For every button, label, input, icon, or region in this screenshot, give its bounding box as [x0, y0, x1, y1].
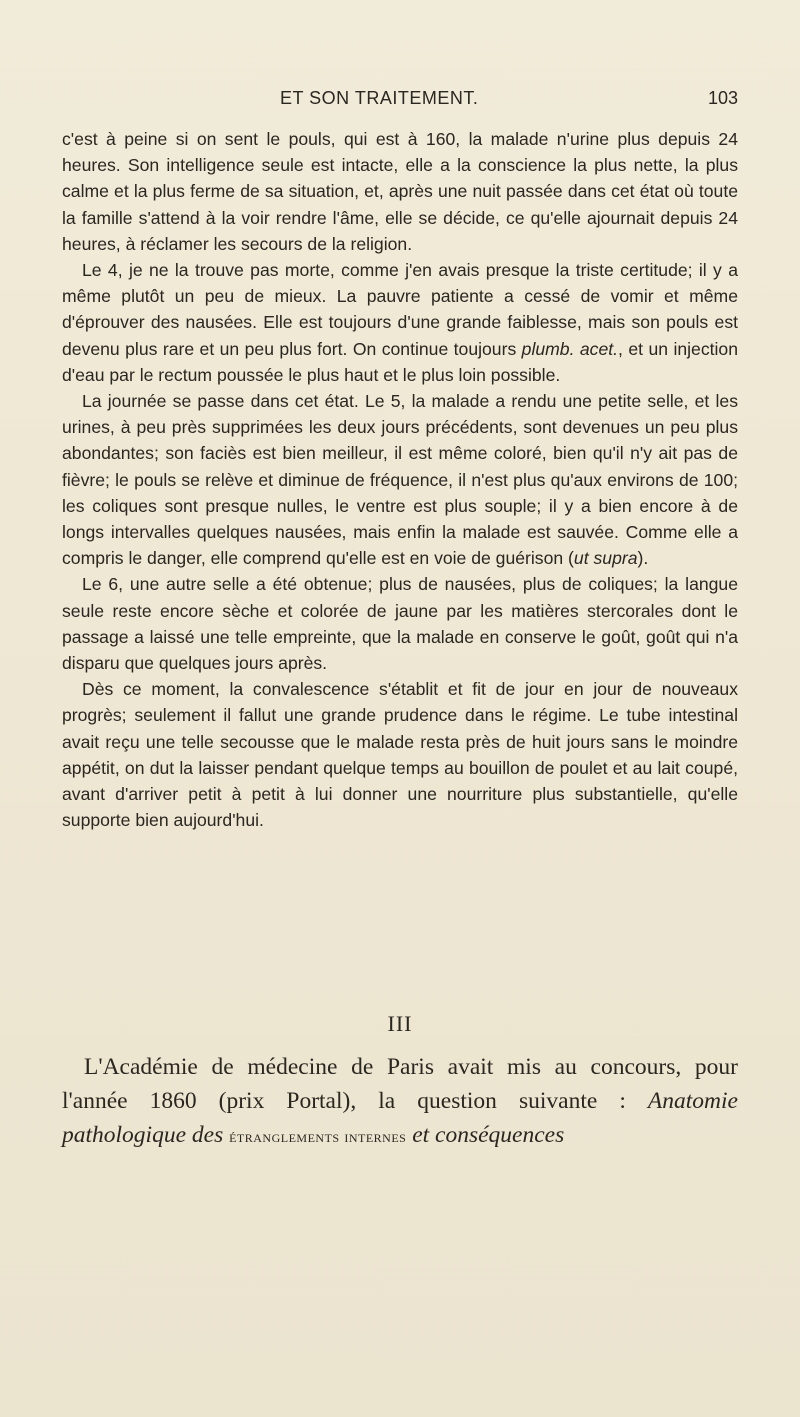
paragraph-2-italic: plumb. acet. [521, 338, 619, 359]
section-italic-2: et conséquences [412, 1122, 565, 1148]
paragraph-5: Dès ce moment, la convalescence s'établit et fit de jour en jour de nouveaux progrès; seulement il fallut une grande prudence dans le régime. Le tube intestinal avait reçu une telle secousse que le malade resta près de huit jours sans le moindre appétit, on dut la laisser pendant quelque temps au bouillon de poulet et au lait coupé, avant d'arriver petit à petit à lui donner une nourriture plus substantielle, qu'elle supporte bien aujourd'hui. [62, 679, 738, 831]
page-number: 103 [707, 88, 738, 108]
paragraph-2-text-a: Le 4, je ne la trouve pas morte, comme j'en avais presque la triste certitude; il y a même plutôt un peu de mieux. La pauvre patiente a cessé de vomir et même d'éprouver des nausées. Elle est toujours d'une grande faiblesse, mais son pouls est devenu plus rare et un peu plus fort. On continue toujours [62, 260, 738, 359]
paragraph-3 [62, 388, 738, 571]
paragraph-3-text-a: La journée se passe dans cet état. Le 5, la malade a rendu une petite selle, et les urines, à peu près supprimées les deux jours précédents, sont devenues un peu plus abondantes; son faciès est bien meilleur, il est même coloré, bien qu'il n'y ait pas de fièvre; le pouls se relève et diminue de fréquence, il n'est plus qu'aux environs de 100; les coliques sont presque nulles, le ventre est plus souple; il y a bien encore à de longs intervalles quelques nausées, mais enfin la malade est sauvée. Comme elle a compris le danger, elle comprend qu'elle est en voie de guérison ( [62, 391, 738, 569]
section-smallcaps: étranglements internes [229, 1127, 407, 1146]
paragraph-2-text-b: , et un injection d'eau par le rectum poussée le plus haut et le plus loin possible. [62, 338, 738, 385]
paragraph-3-text-b: ). [637, 548, 649, 569]
paragraph-3-italic: ut supra [573, 548, 638, 569]
paragraph-2 [62, 257, 738, 388]
section-text [62, 1050, 738, 1154]
body-text [62, 126, 738, 833]
section-italic-1: Anatomie pathologique des [62, 1088, 738, 1148]
running-title: ET SON TRAITEMENT. [280, 88, 479, 108]
running-head [0, 88, 800, 118]
paragraph-4: Le 6, une autre selle a été obtenue; plus de nausées, plus de coliques; la langue seule reste encore sèche et colorée de jaune par les matières stercorales dont le passage a laissé une telle empreinte, que la malade en conserve le goût, goût qui n'a disparu que quelques jours après. [62, 574, 738, 674]
section-paragraph [62, 1050, 738, 1154]
section-heading: III [387, 1011, 413, 1036]
paragraph-1: c'est à peine si on sent le pouls, qui est à 160, la malade n'urine plus depuis 24 heures. Son intelligence seule est intacte, elle a la conscience la plus nette, la plus calme et la plus ferme de sa situation, et, après une nuit passée dans cet état où toute la famille s'attend à la voir rendre l'âme, elle se décide, ce qu'elle ajournait depuis 24 heures, à réclamer les secours de la religion. [62, 129, 738, 254]
section-text-a: L'Académie de médecine de Paris avait mis au concours, pour l'année 1860 (prix Portal), la question suivante : [62, 1054, 738, 1114]
